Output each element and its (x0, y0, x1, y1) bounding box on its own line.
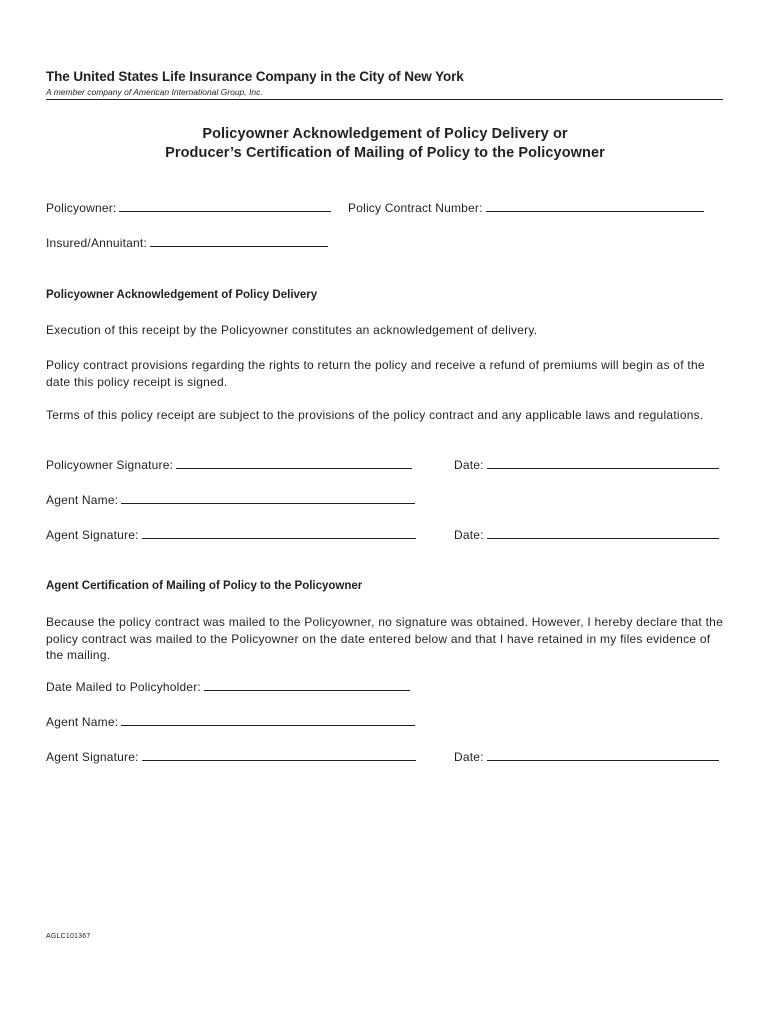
policyowner-field[interactable] (46, 201, 331, 215)
ack-agent-date-label: Date: (454, 528, 484, 542)
contract-number-field[interactable] (348, 201, 704, 215)
owner-signature-label: Policyowner Signature: (46, 458, 174, 472)
policyowner-line[interactable] (119, 201, 331, 212)
cert-agent-name-line[interactable] (121, 715, 415, 726)
cert-agent-signature-line[interactable] (142, 750, 416, 761)
owner-date-label: Date: (454, 458, 484, 472)
owner-date-line[interactable] (487, 458, 719, 469)
form-code: AGLC101367 (46, 933, 91, 940)
contract-number-line[interactable] (486, 201, 704, 212)
date-mailed-field[interactable] (46, 680, 410, 694)
acknowledgement-paragraph-1: Execution of this receipt by the Policyowner constitutes an acknowledgement of delivery. (46, 323, 538, 337)
owner-signature-field[interactable] (46, 458, 412, 472)
cert-agent-date-field[interactable] (454, 750, 719, 764)
ack-agent-name-label: Agent Name: (46, 493, 119, 507)
owner-signature-line[interactable] (176, 458, 412, 469)
insured-field[interactable] (46, 236, 328, 250)
certification-heading: Agent Certification of Mailing of Policy to the Policyowner (46, 580, 363, 592)
date-mailed-line[interactable] (204, 680, 410, 691)
date-mailed-label: Date Mailed to Policyholder: (46, 680, 202, 694)
ack-agent-signature-label: Agent Signature: (46, 528, 139, 542)
company-name: The United States Life Insurance Company in the City of New York (46, 69, 464, 84)
ack-agent-name-line[interactable] (121, 493, 415, 504)
cert-agent-name-label: Agent Name: (46, 715, 119, 729)
certification-paragraph: Because the policy contract was mailed to the Policyowner, no signature was obtained. However, I hereby declare that the policy contract was mailed to the Policyowner on the date entered below and that I have retained in my files evidence of the mailing. (46, 615, 724, 662)
insured-label: Insured/Annuitant: (46, 236, 148, 250)
acknowledgement-paragraph-3: Terms of this policy receipt are subject to the provisions of the policy contract and any applicable laws and regulations. (46, 408, 704, 422)
cert-agent-name-field[interactable] (46, 715, 415, 729)
cert-agent-signature-field[interactable] (46, 750, 416, 764)
acknowledgement-paragraph-2: Policy contract provisions regarding the rights to return the policy and receive a refund of premiums will begin as of the date this policy receipt is signed. (46, 358, 705, 389)
form-title-line-2: Producer’s Certification of Mailing of Policy to the Policyowner (165, 145, 605, 161)
owner-date-field[interactable] (454, 458, 719, 472)
ack-agent-date-field[interactable] (454, 528, 719, 542)
cert-agent-date-label: Date: (454, 750, 484, 764)
ack-agent-signature-field[interactable] (46, 528, 416, 542)
contract-number-label: Policy Contract Number: (348, 201, 483, 215)
ack-agent-name-field[interactable] (46, 493, 415, 507)
ack-agent-date-line[interactable] (487, 528, 719, 539)
cert-agent-signature-label: Agent Signature: (46, 750, 139, 764)
member-company-note: A member company of American International Group, Inc. (46, 87, 263, 97)
ack-agent-signature-line[interactable] (142, 528, 416, 539)
policyowner-label: Policyowner: (46, 201, 117, 215)
acknowledgement-heading: Policyowner Acknowledgement of Policy Delivery (46, 289, 318, 301)
header-divider (46, 99, 723, 100)
insured-line[interactable] (150, 236, 328, 247)
cert-agent-date-line[interactable] (487, 750, 719, 761)
form-title-line-1: Policyowner Acknowledgement of Policy Delivery or (202, 126, 568, 142)
